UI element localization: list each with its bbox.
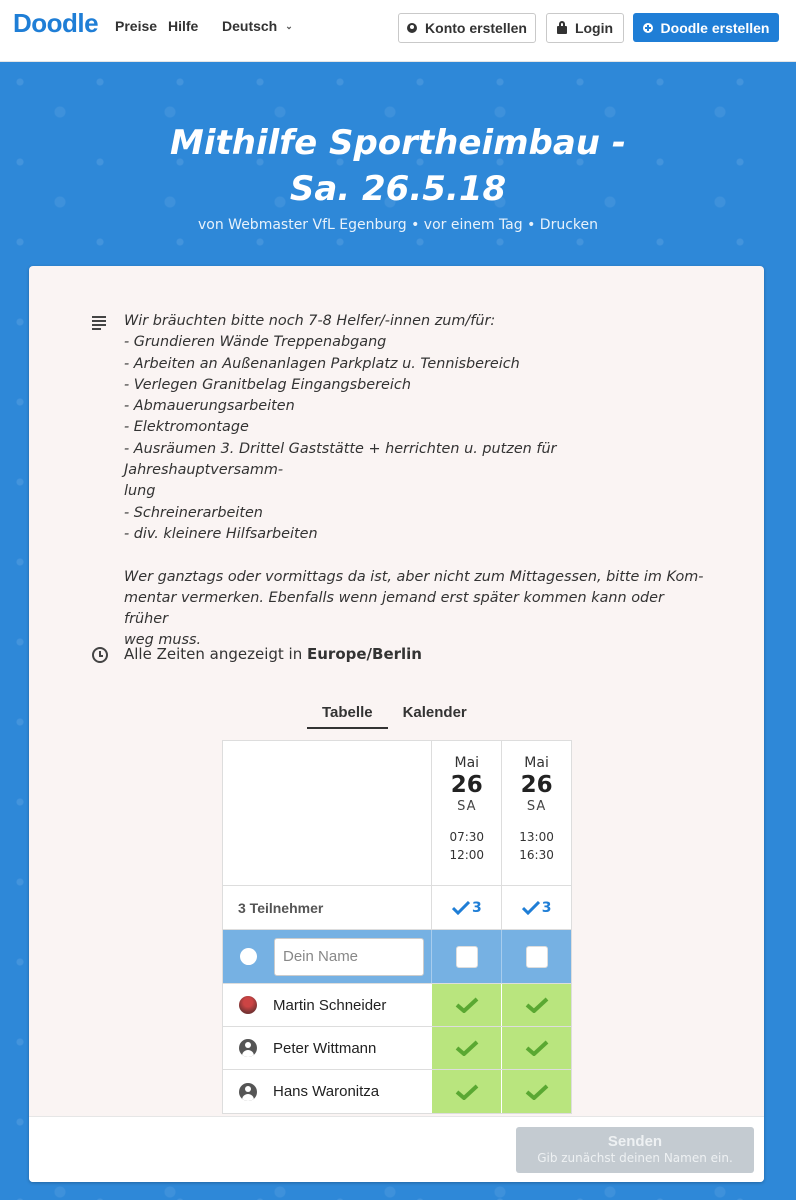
user-icon (240, 948, 257, 965)
login-button[interactable] (546, 13, 624, 43)
participant-row (223, 984, 571, 1027)
name-input[interactable] (274, 938, 424, 976)
poll-description: Wir bräuchten bitte noch 7-8 Helfer/-innen zum/für: - Grundieren Wände Treppenabgang - Arbeiten an Außenanlagen Parkplatz u. Tennisbereich - Verlegen Granitbelag Eingangsbereich - Abmauerungsarbeiten - Elektromontage - Ausräumen 3. Drittel Gaststätte + herrichten u. putzen für Jahreshauptversamm- lung - Schreinerarbeiten - div. kleinere Hilfsarbeiten Wer ganztags oder vormittags da ist, aber nicht zum Mittagessen, bitte im Kom- mentar vermerken. Ebenfalls wenn jemand erst später kommen kann oder früher weg muss. (124, 313, 704, 649)
create-doodle-label: Doodle erstellen (660, 19, 770, 36)
send-label: Senden (607, 1133, 663, 1150)
option-yes-count: 3 (452, 900, 482, 916)
participants-count-row (223, 886, 571, 930)
check-icon (522, 901, 540, 915)
check-icon (525, 1084, 549, 1100)
doodle-logo[interactable]: Doodle (13, 8, 99, 38)
option-day: 26 (450, 772, 483, 798)
option-1-checkbox[interactable] (456, 946, 478, 968)
tab-table[interactable]: Tabelle (307, 702, 388, 729)
create-account-label: Konto erstellen (425, 20, 527, 36)
language-selector[interactable] (222, 18, 293, 34)
chevron-down-icon: ⌄ (285, 20, 293, 31)
view-tabs (307, 702, 482, 729)
check-icon (455, 1084, 479, 1100)
send-hint: Gib zunächst deinen Namen ein. (537, 1151, 733, 1165)
avatar (239, 1039, 257, 1057)
poll-subtitle: von Webmaster VfL Egenburg • vor einem Tag • Drucken (198, 217, 598, 233)
participants-count: 3 Teilnehmer (238, 899, 324, 916)
option-time: 13:00 16:30 (519, 830, 554, 862)
option-2-checkbox[interactable] (526, 946, 548, 968)
timezone-value[interactable]: Europe/Berlin (307, 645, 422, 663)
option-month: Mai (454, 755, 480, 771)
avatar (239, 996, 257, 1014)
check-icon (455, 1040, 479, 1056)
create-doodle-button[interactable] (633, 13, 779, 42)
clock-icon (92, 647, 108, 663)
lock-icon (557, 26, 567, 34)
participant-name: Martin Schneider (273, 996, 387, 1014)
option-month: Mai (524, 755, 549, 771)
timezone-info (124, 645, 422, 663)
option-day: 26 (520, 772, 553, 798)
option-yes-count: 3 (522, 900, 552, 916)
option-weekday: SA (457, 799, 477, 814)
participant-name: Peter Wittmann (273, 1039, 377, 1057)
check-icon (525, 997, 549, 1013)
description-icon (92, 316, 106, 332)
participant-row (223, 1027, 571, 1070)
new-participant-row (223, 930, 571, 984)
avatar (239, 1083, 257, 1101)
option-time: 07:30 12:00 (449, 830, 485, 862)
option-column-1 (431, 741, 501, 885)
send-button[interactable] (516, 1127, 754, 1173)
nav-help-link[interactable]: Hilfe (168, 18, 199, 34)
language-label: Deutsch (222, 18, 278, 34)
check-icon (452, 901, 470, 915)
login-label: Login (574, 20, 614, 36)
poll-table (222, 740, 572, 1114)
participant-row (223, 1070, 571, 1113)
poll-card (29, 266, 764, 1182)
poll-title: Mithilfe Sportheimbau - Sa. 26.5.18 (170, 123, 626, 209)
options-header-row (223, 741, 571, 886)
option-weekday: SA (526, 799, 547, 814)
user-icon (407, 23, 417, 33)
option-column-2 (501, 741, 571, 885)
poll-footer (29, 1116, 764, 1182)
tab-calendar[interactable]: Kalender (402, 704, 467, 721)
participant-name: Hans Waronitza (273, 1083, 380, 1100)
plus-circle-icon (643, 23, 653, 33)
timezone-label: Alle Zeiten angezeigt in (124, 645, 303, 663)
create-account-button[interactable] (398, 13, 536, 43)
check-icon (525, 1040, 549, 1056)
nav-pricing-link[interactable]: Preise (115, 18, 158, 34)
top-navigation (0, 0, 796, 62)
check-icon (455, 997, 479, 1013)
